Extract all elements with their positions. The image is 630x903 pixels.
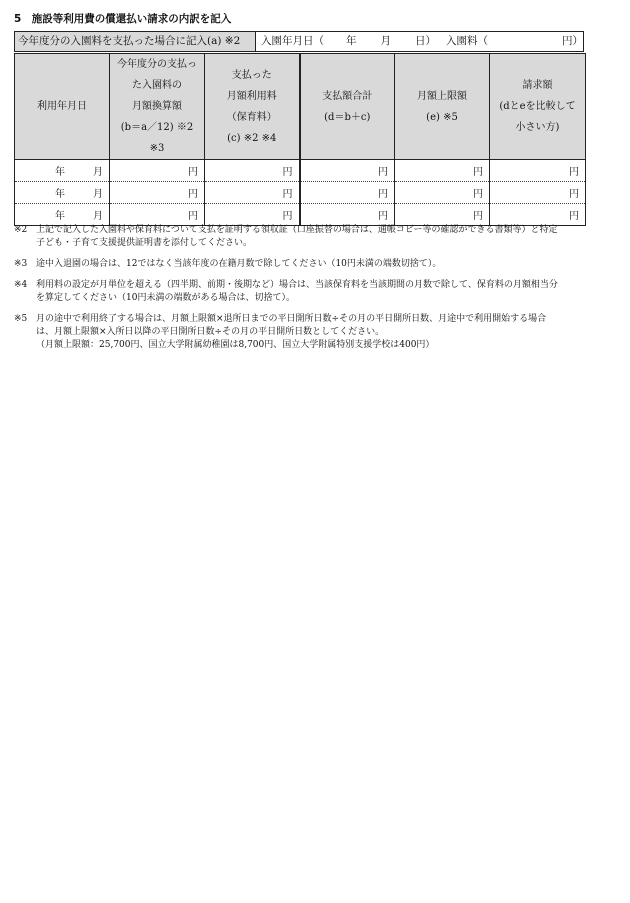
note-line: 上記で記入した入園料や保育料について支払を証明する領収証（口座振替の場合は、通帳コピー等の確認ができる書類等）と特定 <box>36 225 558 235</box>
enrollment-row <box>14 31 584 52</box>
yen-unit: 円 <box>473 167 483 178</box>
note-item <box>14 313 618 352</box>
yen-unit: 円 <box>473 211 483 222</box>
header-line: た入園料の <box>132 80 182 91</box>
enrollment-date-label: 入園年月日（ <box>261 35 324 47</box>
year-unit: 年 <box>55 189 65 200</box>
usage-date-cell[interactable] <box>15 182 110 204</box>
month-unit: 月 <box>93 211 103 222</box>
claim-amount-header <box>490 54 586 160</box>
total-paid-header <box>300 54 395 160</box>
note-item <box>14 224 618 250</box>
note-mark: ※4 <box>14 280 28 290</box>
usage-date-cell[interactable] <box>15 204 110 226</box>
yen-unit: 円 <box>282 167 293 178</box>
note-line: を算定してください（10円未満の端数がある場合は、切捨て）。 <box>36 293 295 303</box>
note-text <box>36 258 618 271</box>
note-line: （月額上限額：25,700円、国立大学附属幼稚園は8,700円、国立大学附属特別支援学校は400円） <box>36 340 435 350</box>
section-title: 5 施設等利用費の償還払い請求の内訳を記入 <box>14 13 232 25</box>
header-line: 利用年月日 <box>37 101 87 112</box>
header-line: (c) ※2 ※4 <box>227 132 277 144</box>
header-line: （保育料） <box>226 111 277 123</box>
enrollment-label: 今年度分の入園料を支払った場合に記入(a) ※2 <box>14 31 256 52</box>
table-header <box>15 54 586 160</box>
note-item <box>14 279 618 305</box>
monthly-fee-cell[interactable] <box>205 160 300 182</box>
note-line: は、月額上限額×入所日以降の平日開所日数÷その月の平日開所日数としてください。 <box>36 327 385 337</box>
entrance-fee-monthly-cell[interactable] <box>110 204 205 226</box>
enrollment-month-unit: 月 <box>380 35 391 47</box>
yen-unit: 円 <box>378 189 388 200</box>
monthly-limit-cell[interactable] <box>395 182 490 204</box>
yen-unit: 円 <box>378 211 388 222</box>
enrollment-day-unit: 日） <box>415 35 436 47</box>
header-line: (b＝a／12) ※2 <box>120 122 194 133</box>
total-paid-cell[interactable] <box>300 204 395 226</box>
entrance-fee-monthly-cell[interactable] <box>110 182 205 204</box>
enrollment-fields <box>256 31 584 52</box>
claim-amount-cell[interactable] <box>490 160 586 182</box>
monthly-limit-cell[interactable] <box>395 204 490 226</box>
total-paid-cell[interactable] <box>300 182 395 204</box>
yen-unit: 円 <box>569 189 579 200</box>
header-line: 支払額合計 <box>322 90 373 102</box>
enrollment-fee-unit: 円） <box>562 35 583 47</box>
monthly-fee-cell[interactable] <box>205 182 300 204</box>
note-line: 月の途中で利用終了する場合は、月額上限額×退所日までの平日開所日数÷その月の平日開所日数、月途中で利用開始する場合 <box>36 314 547 324</box>
note-mark: ※5 <box>14 314 28 324</box>
enrollment-fee-label: 入園料（ <box>446 35 488 47</box>
header-line: 月額上限額 <box>417 90 467 102</box>
header-line: (dとeを比較して <box>499 101 576 112</box>
yen-unit: 円 <box>282 211 293 222</box>
header-line: (d＝b＋c) <box>324 111 371 123</box>
table-row <box>15 182 586 204</box>
year-unit: 年 <box>55 211 65 222</box>
entrance-fee-monthly-cell[interactable] <box>110 160 205 182</box>
note-mark: ※3 <box>14 259 28 269</box>
note-line: 利用料の設定が月単位を超える（四半期、前期・後期など）場合は、当該保育料を当該期間の月数で除して、保育料の月額相当分 <box>36 280 558 290</box>
note-item <box>14 258 618 271</box>
usage-date-cell[interactable] <box>15 160 110 182</box>
note-line: 子ども・子育て支援提供証明書を添付してください。 <box>36 238 253 248</box>
breakdown-table <box>14 53 586 226</box>
note-mark: ※2 <box>14 225 28 235</box>
yen-unit: 円 <box>188 211 198 222</box>
header-line: 今年度分の支払っ <box>117 59 197 70</box>
note-line: 途中入退園の場合は、12ではなく当該年度の在籍月数で除してください（10円未満の端数切捨て）。 <box>36 259 442 269</box>
yen-unit: 円 <box>569 211 579 222</box>
monthly-limit-cell[interactable] <box>395 160 490 182</box>
yen-unit: 円 <box>188 189 198 200</box>
note-text <box>36 279 618 305</box>
header-line: 月額利用料 <box>226 90 277 102</box>
table-row <box>15 204 586 226</box>
note-text <box>36 313 618 352</box>
yen-unit: 円 <box>282 189 293 200</box>
table-row <box>15 160 586 182</box>
entrance-fee-monthly-header <box>110 54 205 160</box>
note-text <box>36 224 618 250</box>
claim-amount-cell[interactable] <box>490 204 586 226</box>
claim-amount-cell[interactable] <box>490 182 586 204</box>
yen-unit: 円 <box>473 189 483 200</box>
month-unit: 月 <box>93 189 103 200</box>
year-unit: 年 <box>55 167 65 178</box>
yen-unit: 円 <box>569 167 579 178</box>
enrollment-year-unit: 年 <box>346 35 357 47</box>
table-body <box>15 160 586 226</box>
monthly-fee-cell[interactable] <box>205 204 300 226</box>
total-paid-cell[interactable] <box>300 160 395 182</box>
usage-date-header <box>15 54 110 160</box>
header-line: 請求額 <box>522 80 553 91</box>
header-line: 月額換算額 <box>132 101 182 112</box>
yen-unit: 円 <box>378 167 388 178</box>
yen-unit: 円 <box>188 167 198 178</box>
header-line: (e) ※5 <box>426 111 458 123</box>
monthly-limit-header <box>395 54 490 160</box>
notes-section <box>14 224 618 360</box>
header-line: 支払った <box>231 69 272 81</box>
monthly-fee-header <box>205 54 300 160</box>
header-line: 小さい方) <box>515 122 560 133</box>
header-line: ※3 <box>149 143 165 154</box>
month-unit: 月 <box>93 167 103 178</box>
